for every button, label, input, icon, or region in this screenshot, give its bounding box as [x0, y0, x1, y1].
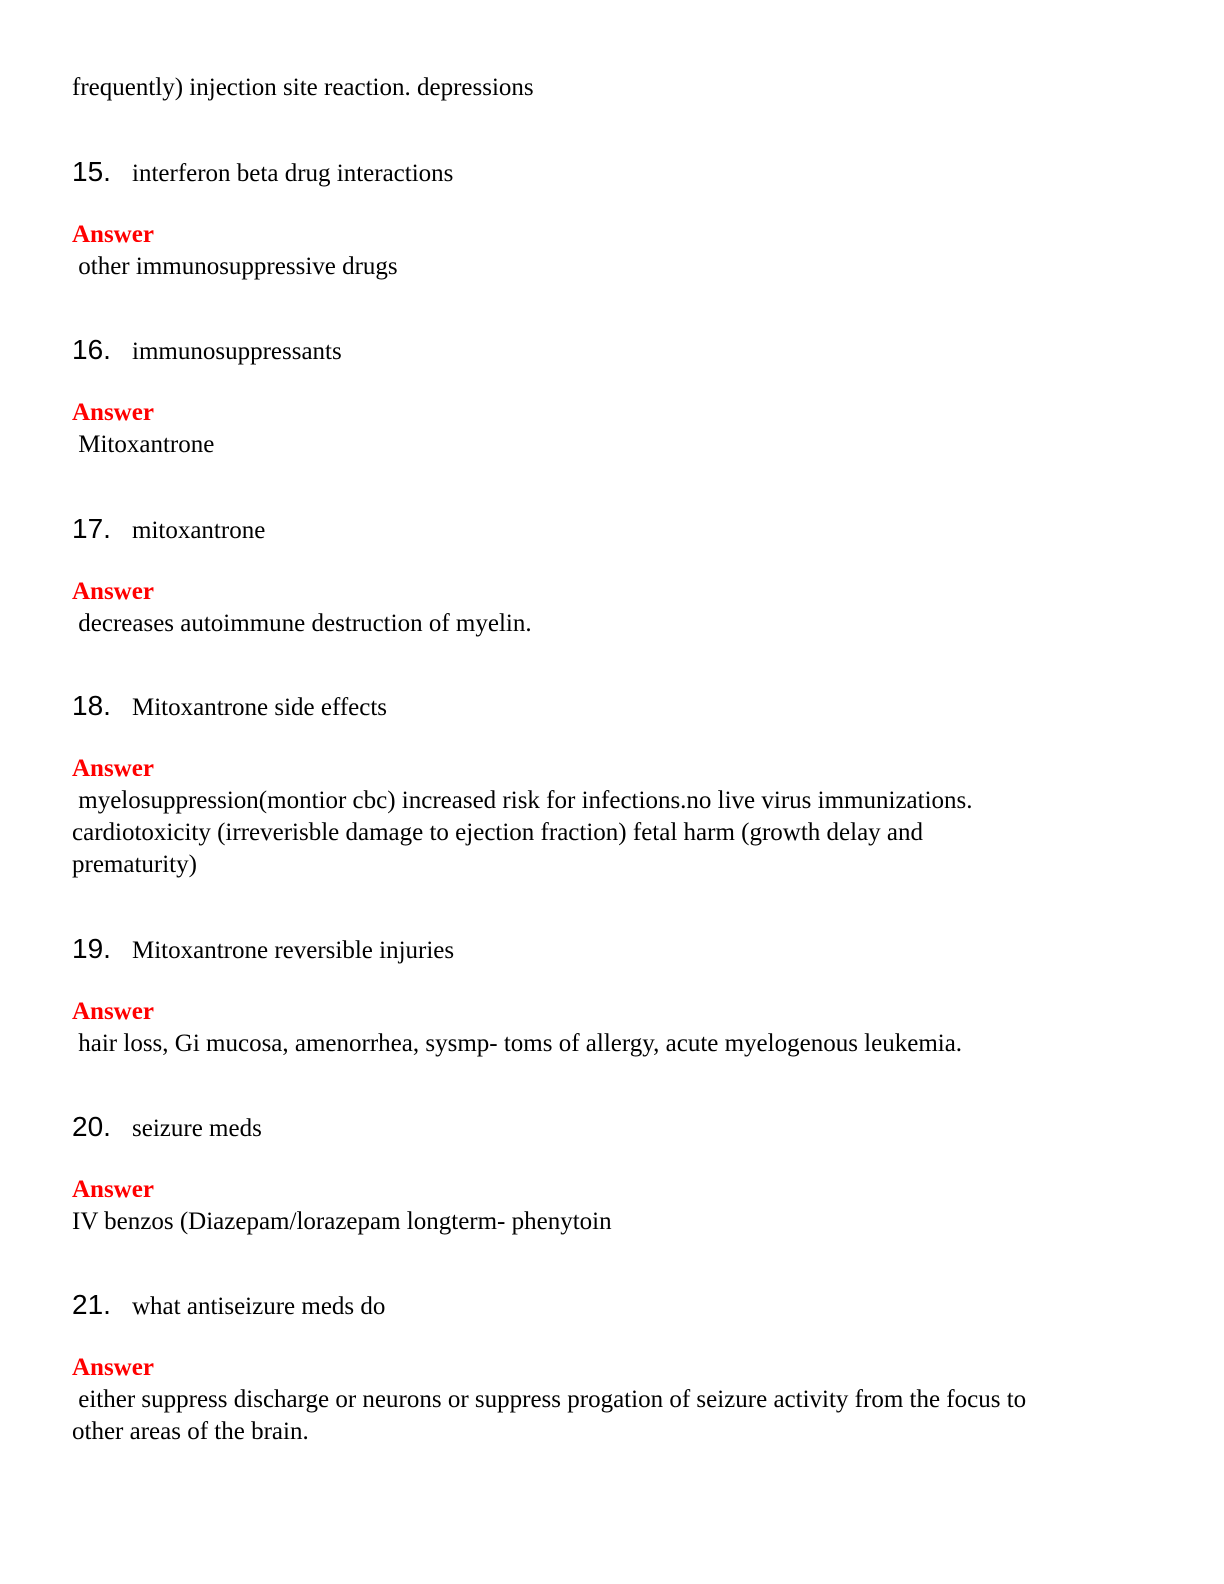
- question-text: Mitoxantrone side effects: [132, 694, 388, 721]
- continuation-text: frequently) injection site reaction. depressions: [72, 74, 534, 101]
- answer-label: Answer: [72, 578, 154, 605]
- answer-text: Mitoxantrone: [72, 431, 215, 458]
- question-item: [72, 513, 1152, 547]
- answer-text: other immunosuppressive drugs: [72, 253, 398, 280]
- question-number: 21.: [72, 1289, 111, 1320]
- answer-text: decreases autoimmune destruction of myelin.: [72, 610, 532, 637]
- answer-text: myelosuppression(montior cbc) increased risk for infections.no live virus immunizations. cardiotoxicity (irreverisble damage to ejection fraction) fetal harm (growth delay and prematurity): [72, 787, 973, 878]
- question-item: [72, 1111, 1152, 1145]
- answer-text: hair loss, Gi mucosa, amenorrhea, sysmp- toms of allergy, acute myelogenous leukemia.: [72, 1030, 963, 1057]
- answer-label: Answer: [72, 221, 154, 248]
- question-item: [72, 933, 1152, 967]
- question-item: [72, 334, 1152, 368]
- question-number: 20.: [72, 1111, 111, 1142]
- question-item: [72, 690, 1152, 724]
- answer-label: Answer: [72, 399, 154, 426]
- question-item: [72, 1289, 1152, 1323]
- question-text: seizure meds: [132, 1115, 262, 1142]
- answer-label: Answer: [72, 998, 154, 1025]
- answer-label: Answer: [72, 1176, 154, 1203]
- answer-label: Answer: [72, 1354, 154, 1381]
- answer-text: IV benzos (Diazepam/lorazepam longterm- phenytoin: [72, 1208, 612, 1235]
- question-text: mitoxantrone: [132, 517, 266, 544]
- question-number: 18.: [72, 690, 111, 721]
- question-number: 15.: [72, 156, 111, 187]
- answer-text: either suppress discharge or neurons or suppress progation of seizure activity from the focus to other areas of the brain.: [72, 1386, 1027, 1445]
- question-number: 16.: [72, 334, 111, 365]
- question-text: what antiseizure meds do: [132, 1293, 386, 1320]
- question-text: Mitoxantrone reversible injuries: [132, 937, 455, 964]
- question-number: 19.: [72, 933, 111, 964]
- question-text: immunosuppressants: [132, 338, 342, 365]
- question-text: interferon beta drug interactions: [132, 160, 454, 187]
- question-item: [72, 156, 1152, 190]
- question-number: 17.: [72, 513, 111, 544]
- answer-label: Answer: [72, 755, 154, 782]
